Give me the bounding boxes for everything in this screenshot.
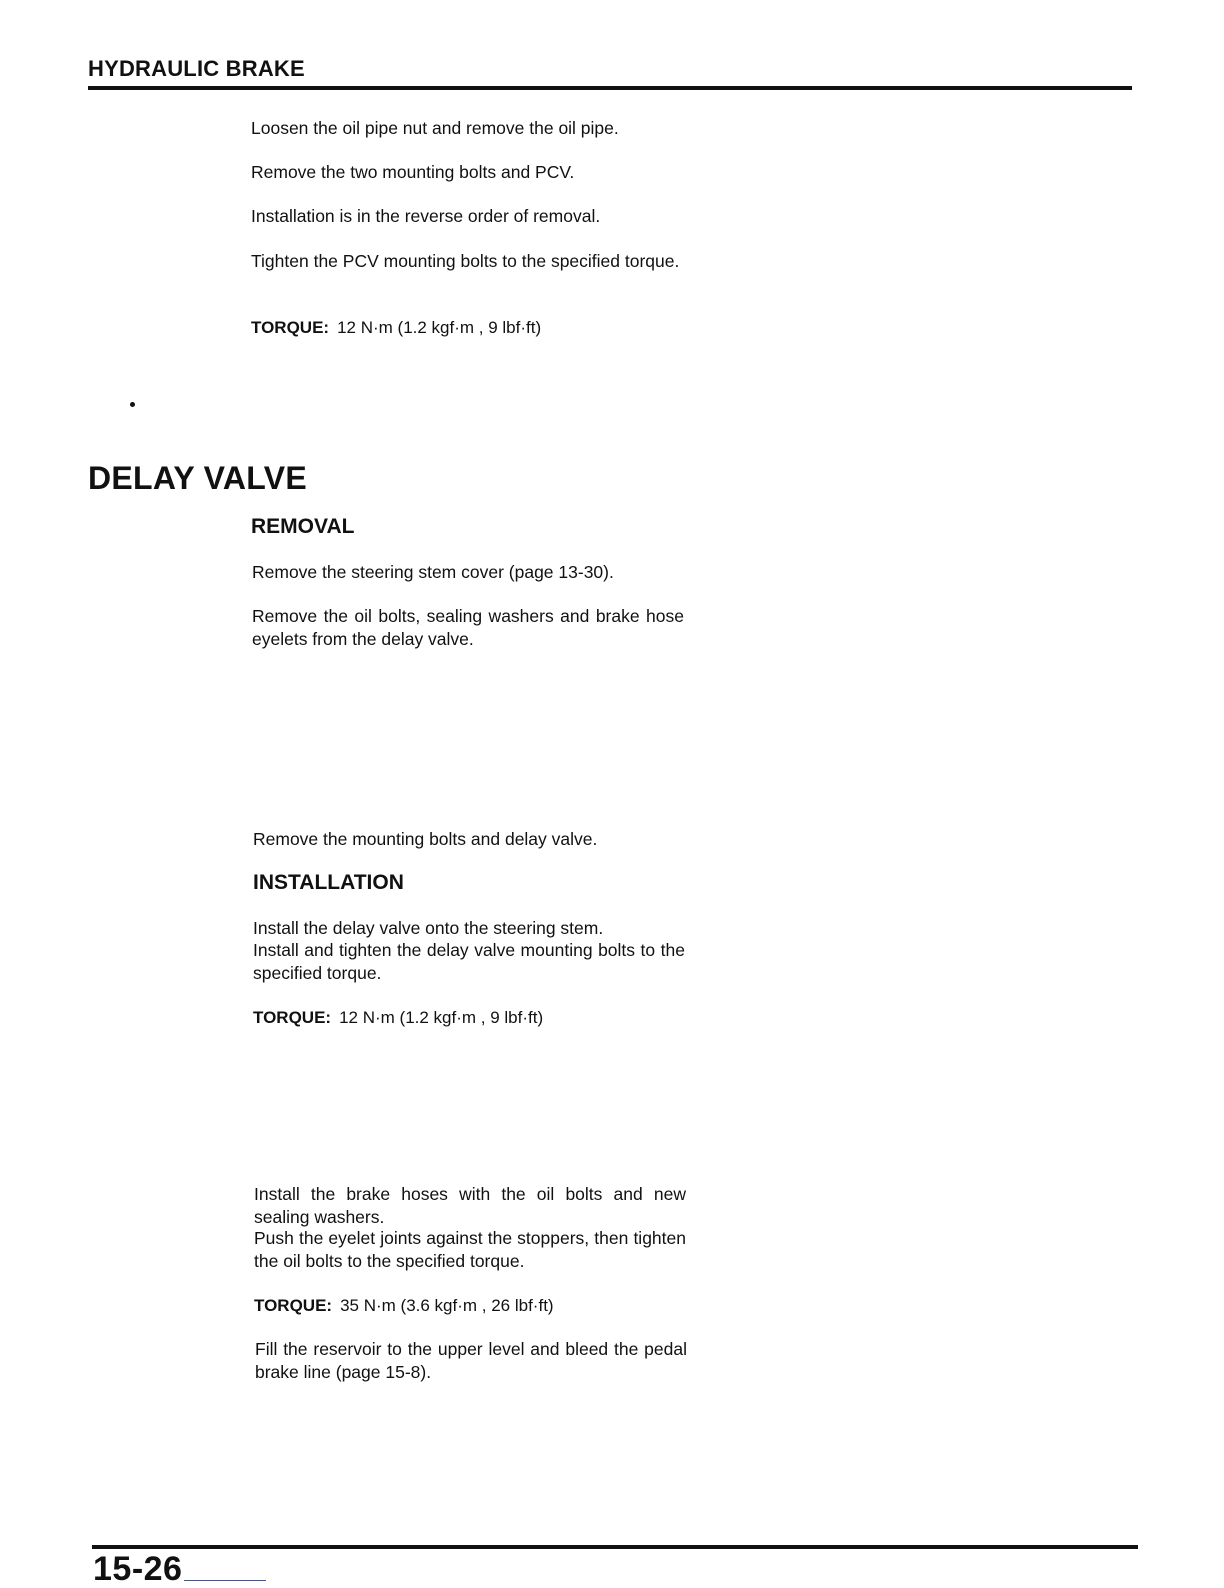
removal-heading: REMOVAL <box>251 515 355 538</box>
installation-step-3: Fill the reservoir to the upper level and bleed the pedal brake line (page 15-8). <box>255 1339 687 1382</box>
torque-value: 12 N·m (1.2 kgf·m , 9 lbf·ft) <box>337 318 542 337</box>
stray-dot <box>130 402 135 407</box>
torque-label: TORQUE: <box>251 318 330 337</box>
pcv-step-4: Tighten the PCV mounting bolts to the specified torque. <box>251 251 680 271</box>
installation-torque-spec-2 <box>254 1294 554 1317</box>
page-header-title: HYDRAULIC BRAKE <box>88 56 305 81</box>
installation-step-1a: Install the delay valve onto the steering stem. <box>253 918 604 938</box>
torque-label: TORQUE: <box>253 1008 332 1027</box>
pcv-step-1: Loosen the oil pipe nut and remove the oil pipe. <box>251 118 619 138</box>
removal-step-1: Remove the steering stem cover (page 13-30). <box>252 562 614 582</box>
installation-step-1b: Install and tighten the delay valve mounting bolts to the specified torque. <box>253 940 685 983</box>
page-number: 15-26 <box>93 1550 183 1588</box>
torque-value: 12 N·m (1.2 kgf·m , 9 lbf·ft) <box>339 1008 544 1027</box>
section-title: DELAY VALVE <box>88 460 308 496</box>
header-divider <box>88 86 1132 90</box>
installation-step-2a: Install the brake hoses with the oil bolts and new sealing washers. <box>254 1184 686 1227</box>
pcv-torque-spec <box>251 316 541 339</box>
torque-value: 35 N·m (3.6 kgf·m , 26 lbf·ft) <box>340 1296 554 1315</box>
footer-divider <box>92 1545 1138 1549</box>
torque-label: TORQUE: <box>254 1296 333 1315</box>
installation-torque-spec-1 <box>253 1006 543 1029</box>
installation-heading: INSTALLATION <box>253 871 404 894</box>
page-number-underline <box>184 1580 266 1581</box>
removal-step-2: Remove the oil bolts, sealing washers and brake hose eyelets from the delay valve. <box>252 606 684 649</box>
pcv-step-3: Installation is in the reverse order of removal. <box>251 206 601 226</box>
removal-step-3: Remove the mounting bolts and delay valve. <box>253 829 598 849</box>
installation-step-2b: Push the eyelet joints against the stoppers, then tighten the oil bolts to the specified torque. <box>254 1228 686 1271</box>
pcv-step-2: Remove the two mounting bolts and PCV. <box>251 162 575 182</box>
